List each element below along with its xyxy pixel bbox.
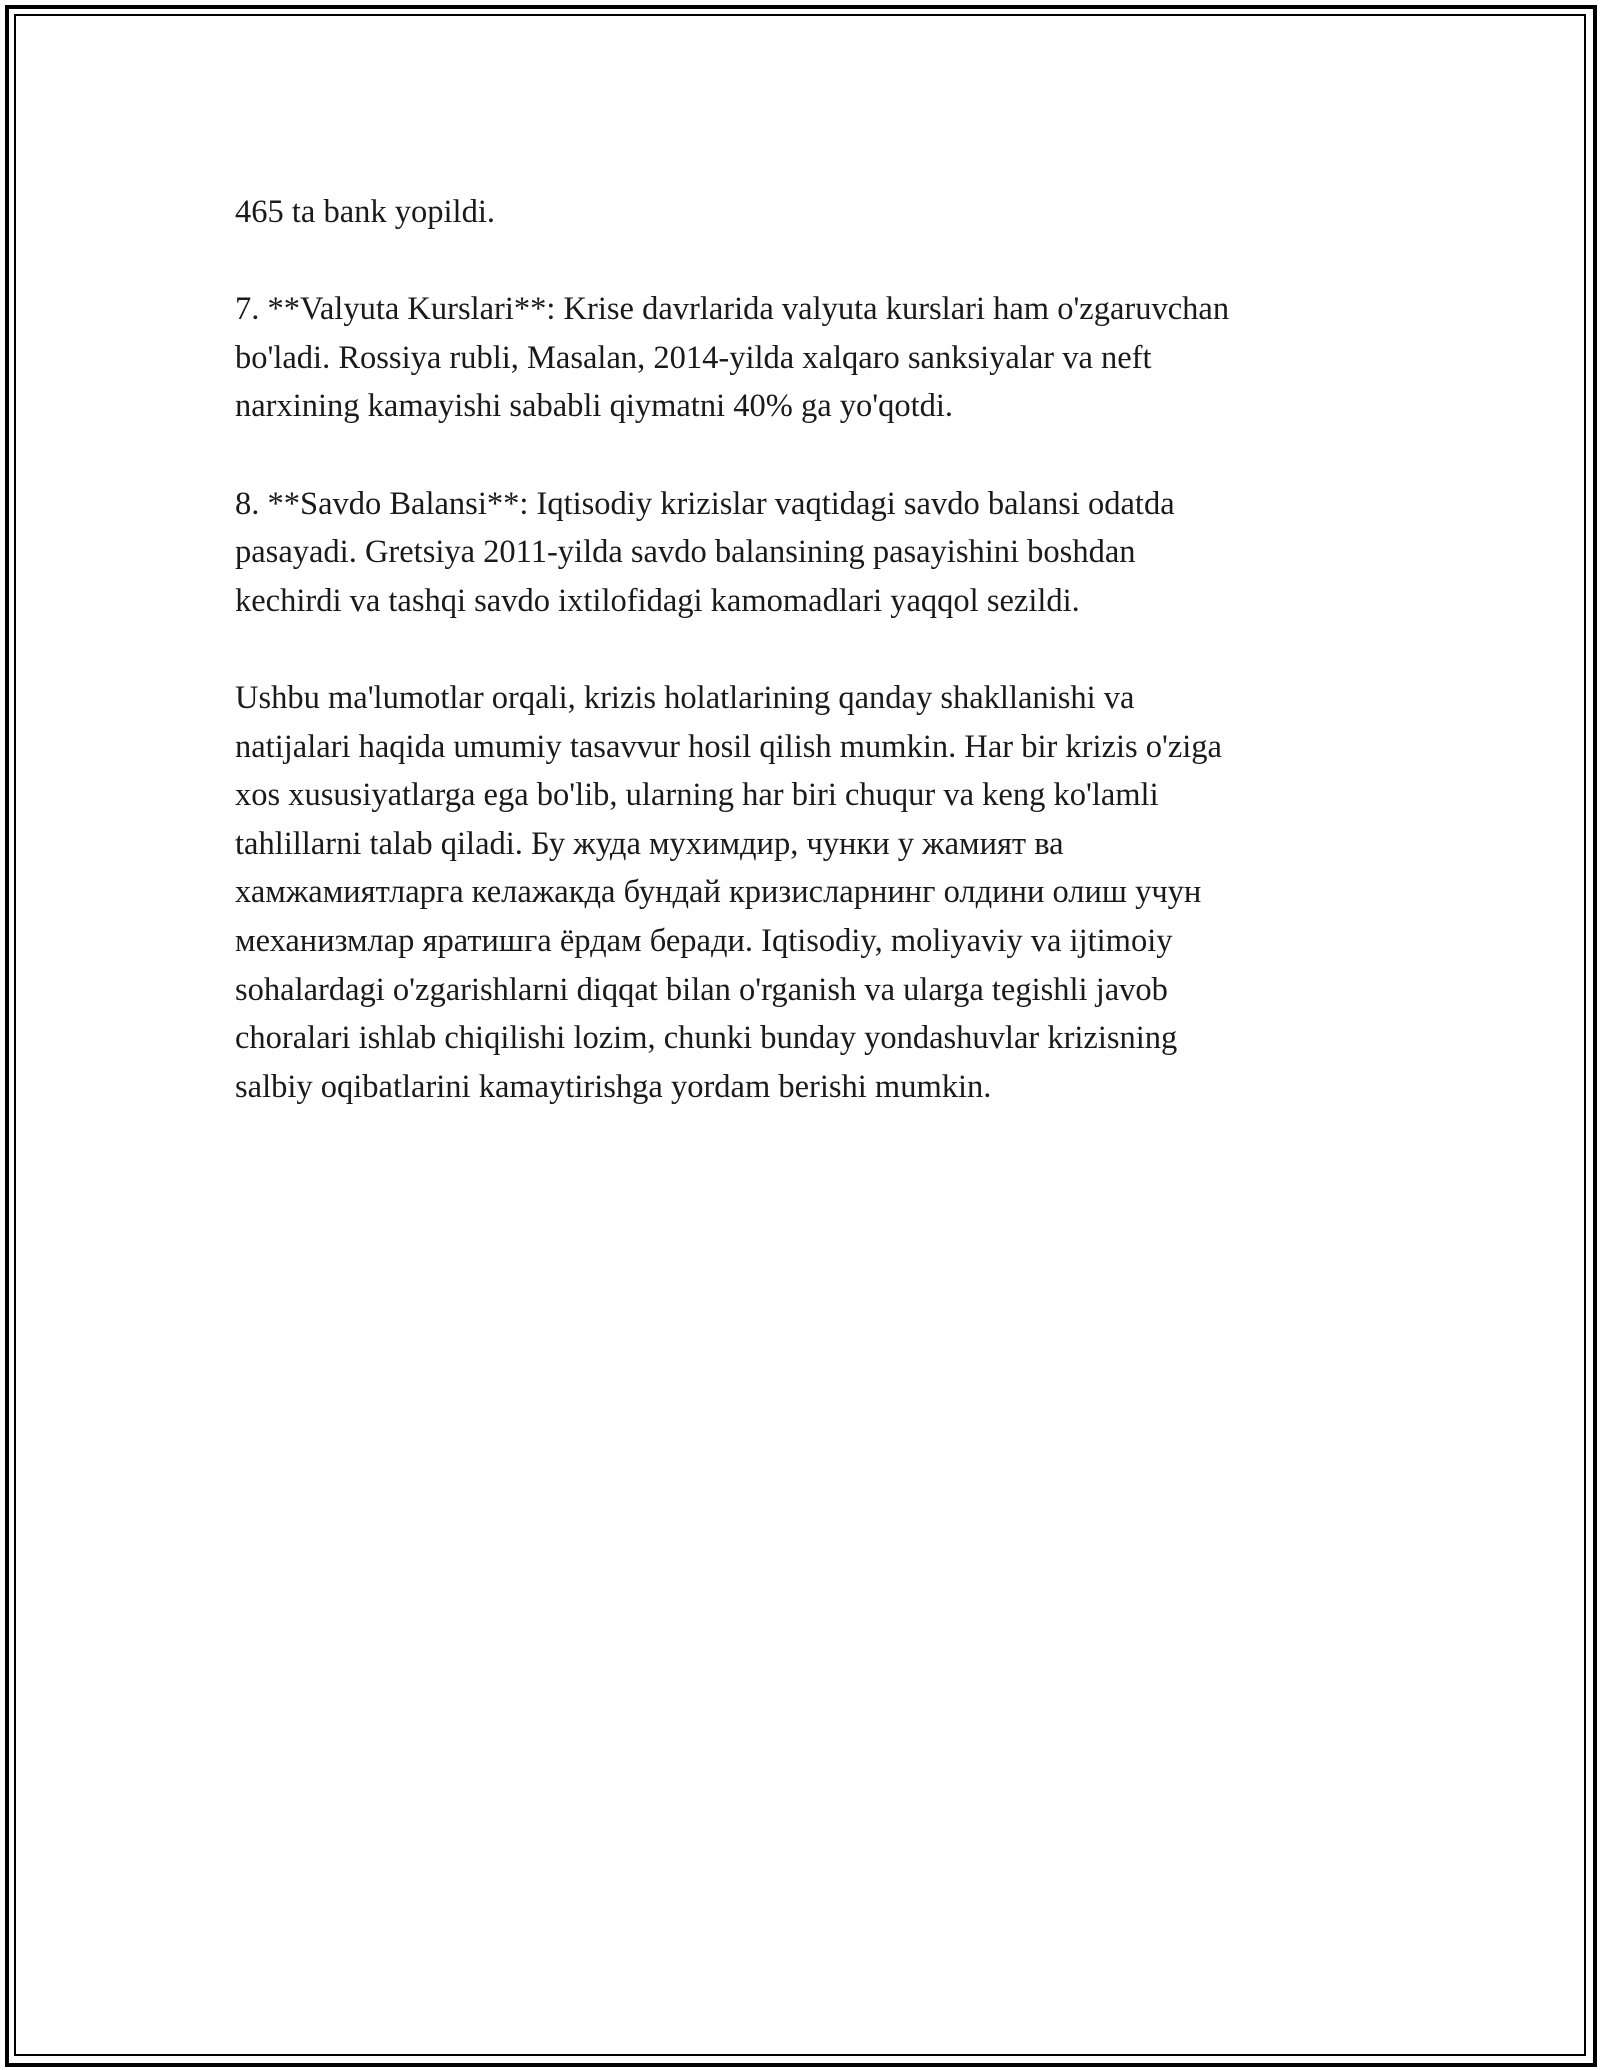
text-line: Ushbu ma'lumotlar orqali, krizis holatlarining qanday shakllanishi va xyxy=(235,679,1135,716)
text-line: pasayadi. Gretsiya 2011-yilda savdo balansining pasayishini boshdan xyxy=(235,534,1136,571)
text-line: sohalardagi o'zgarishlarni diqqat bilan o'rganish va ularga tegishli javob xyxy=(235,971,1168,1008)
text-line: narxining kamayishi sababli qiymatni 40% ga yo'qotdi. xyxy=(235,388,954,425)
text-line: xos xususiyatlarga ega bo'lib, ularning har biri chuqur va keng ko'lamli xyxy=(235,777,1159,814)
paragraph-currency-rates xyxy=(235,285,1375,431)
paragraph-trade-balance xyxy=(235,480,1375,626)
text-line: хамжамиятларга келажакда бундай кризисларнинг олдини олиш учун xyxy=(235,874,1202,911)
text-line: механизмлар яратишга ёрдам беради. Iqtisodiy, moliyaviy va ijtimoiy xyxy=(235,922,1173,959)
text-line: choralari ishlab chiqilishi lozim, chunki bunday yondashuvlar krizisning xyxy=(235,1020,1178,1057)
text-line: 465 ta bank yopildi. xyxy=(235,194,495,230)
text-line: natijalari haqida umumiy tasavvur hosil qilish mumkin. Har bir krizis o'ziga xyxy=(235,728,1222,765)
text-line: 8. **Savdo Balansi**: Iqtisodiy krizislar vaqtidagi savdo balansi odatda xyxy=(235,485,1175,522)
paragraph-conclusion xyxy=(235,674,1375,1111)
text-line: salbiy oqibatlarini kamaytirishga yordam berishi mumkin. xyxy=(235,1068,992,1105)
text-line: bo'ladi. Rossiya rubli, Masalan, 2014-yilda xalqaro sanksiyalar va neft xyxy=(235,339,1152,376)
document-body xyxy=(235,188,1375,1160)
text-line: kechirdi va tashqi savdo ixtilofidagi kamomadlari yaqqol sezildi. xyxy=(235,582,1080,619)
paragraph-bank-closures xyxy=(235,188,1375,237)
text-line: 7. **Valyuta Kurslari**: Krise davrlarida valyuta kurslari ham o'zgaruvchan xyxy=(235,291,1230,328)
text-line: tahlillarni talab qiladi. Бу жуда мухимдир, чунки у жамият ва xyxy=(235,825,1064,862)
